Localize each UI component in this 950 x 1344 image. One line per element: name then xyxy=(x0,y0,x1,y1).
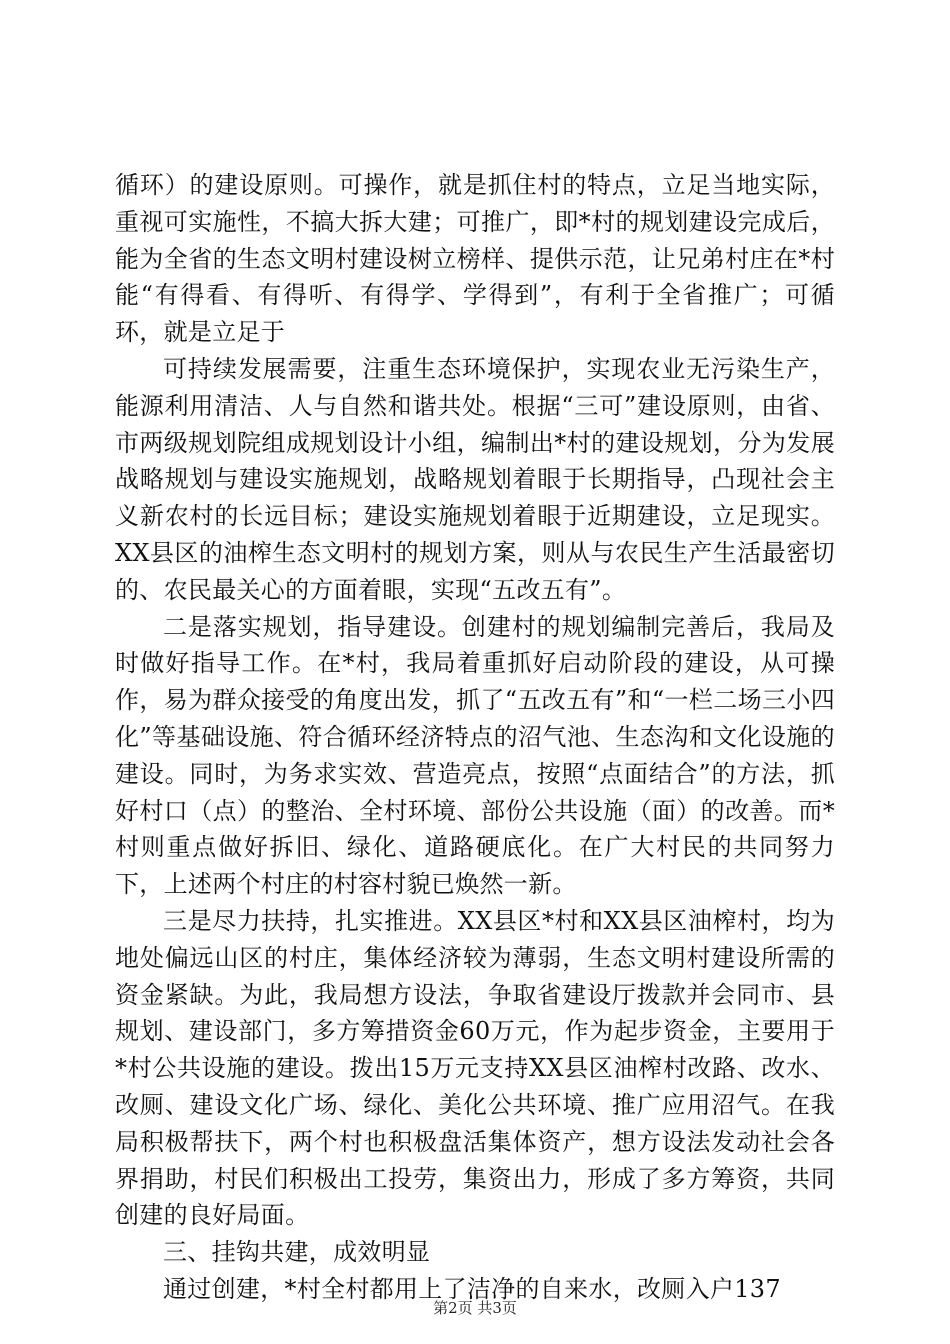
paragraph-implement-planning: 二是落实规划，指导建设。创建村的规划编制完善后，我局及时做好指导工作。在*村，我局着重抓好启动阶段的建设，从可操作，易为群众接受的角度出发，抓了“五改五有”和“一栏二场三小四化”等基础设施、符合循环经济特点的沼气池、生态沟和文化设施的建设。同时，为务求实效、营造亮点，按照“点面结合”的方法，抓好村口（点）的整治、全村环境、部份公共设施（面）的改善。而*村则重点做好拆旧、绿化、道路硬底化。在广大村民的共同努力下，上述两个村庄的村容村貌已焕然一新。 xyxy=(115,612,835,899)
paragraph-results: 通过创建，*村全村都用上了洁净的自来水，改厕入户137 xyxy=(163,1274,781,1303)
paragraph-sustainable-development: 可持续发展需要，注重生态环境保护，实现农业无污染生产，能源利用清洁、人与自然和谐共处。根据“三可”建设原则，由省、市两级规划院组成规划设计小组，编制出*村的建设规划，分为发展战略规划与建设实施规划，战略规划着眼于长期指导，凸现社会主义新农村的长远目标；建设实施规划着眼于近期建设，立足现实。XX县区的油榨生态文明村的规划方案，则从与农民生产生活最密切的、农民最关心的方面着眼，实现“五改五有”。 xyxy=(115,354,835,604)
section-heading: 三、挂钩共建，成效明显 xyxy=(163,1238,431,1267)
page-number-footer: 第2页 共3页 xyxy=(433,1299,517,1317)
paragraph-continuation: 循环）的建设原则。可操作，就是抓住村的特点，立足当地实际，重视可实施性，不搞大拆大建；可推广，即*村的规划建设完成后，能为全省的生态文明村建设树立榜样、提供示范，让兄弟村庄在*村能“有得看、有得听、有得学、学得到”，有利于全省推广；可循环，就是立足于 xyxy=(115,171,835,347)
paragraph-support-promotion: 三是尽力扶持，扎实推进。XX县区*村和XX县区油榨村，均为地处偏远山区的村庄，集体经济较为薄弱，生态文明村建设所需的资金紧缺。为此，我局想方设法，争取省建设厅拨款并会同市、县规划、建设部门，多方筹措资金60万元，作为起步资金，主要用于*村公共设施的建设。拨出15万元支持XX县区油榨村改路、改水、改厕、建设文化广场、绿化、美化公共环境、推广应用沼气。在我局积极帮扶下，两个村也积极盘活集体资产，想方设法发动社会各界捐助，村民们积极出工投劳，集资出力，形成了多方筹资，共同创建的良好局面。 xyxy=(115,906,835,1230)
document-body xyxy=(115,167,835,1308)
